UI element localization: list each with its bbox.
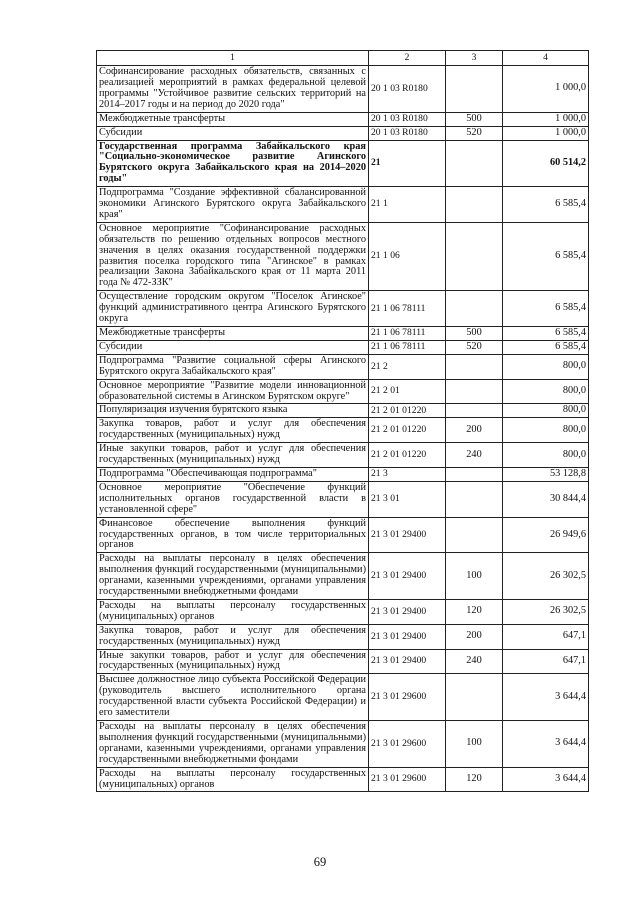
row-sum-cell: 6 585,4 (503, 340, 589, 354)
row-code-cell: 21 3 01 29400 (369, 649, 446, 674)
table-row (97, 767, 589, 792)
row-sum-cell: 800,0 (503, 354, 589, 379)
table-row (97, 404, 589, 418)
row-sum-cell: 26 302,5 (503, 599, 589, 624)
row-code-cell: 21 1 (369, 187, 446, 223)
table-row (97, 187, 589, 223)
row-sum-cell: 647,1 (503, 649, 589, 674)
row-type-cell: 120 (446, 767, 503, 792)
row-type-cell: 240 (446, 649, 503, 674)
row-name-cell: Расходы на выплаты персоналу государственных (муниципальных) органов (97, 767, 369, 792)
row-code-cell: 21 3 (369, 467, 446, 481)
row-name-cell: Основное мероприятие "Обеспечение функций исполнительных органов государственной власти в установленной сфере" (97, 481, 369, 517)
row-type-cell (446, 187, 503, 223)
header-cell-code: 2 (369, 51, 446, 66)
page-number: 69 (313, 855, 327, 869)
row-type-cell: 520 (446, 340, 503, 354)
row-name-cell: Финансовое обеспечение выполнения функций государственных органов, в том числе территориальных органов (97, 517, 369, 553)
table-row (97, 553, 589, 600)
row-code-cell: 21 3 01 29600 (369, 721, 446, 768)
row-type-cell: 120 (446, 599, 503, 624)
row-type-cell (446, 291, 503, 327)
row-code-cell: 20 1 03 R0180 (369, 126, 446, 140)
row-sum-cell: 800,0 (503, 443, 589, 468)
row-name-cell: Расходы на выплаты персоналу государственных (муниципальных) органов (97, 599, 369, 624)
row-code-cell: 21 (369, 140, 446, 187)
row-type-cell (446, 66, 503, 113)
row-type-cell (446, 481, 503, 517)
row-code-cell: 21 1 06 78111 (369, 327, 446, 341)
row-sum-cell: 6 585,4 (503, 291, 589, 327)
row-code-cell: 20 1 03 R0180 (369, 66, 446, 113)
table-row (97, 340, 589, 354)
table-row (97, 354, 589, 379)
row-code-cell: 21 1 06 (369, 222, 446, 290)
row-name-cell: Софинансирование расходных обязательств, связанных с реализацией мероприятий в рамках федеральной целевой программы "Устойчивое развитие сельских территорий на 2014–2017 годы и на период до 2020 года" (97, 66, 369, 113)
row-type-cell (446, 354, 503, 379)
row-name-cell: Иные закупки товаров, работ и услуг для обеспечения государственных (муниципальных) нужд (97, 649, 369, 674)
table-row (97, 140, 589, 187)
table-row (97, 66, 589, 113)
row-code-cell: 21 3 01 29400 (369, 517, 446, 553)
row-name-cell: Подпрограмма "Развитие социальной сферы Агинского Бурятского округа Забайкальского края" (97, 354, 369, 379)
row-name-cell: Высшее должностное лицо субъекта Российской Федерации (руководитель высшего исполнительного органа государственной власти субъекта Российской Федерации) и его заместители (97, 674, 369, 721)
row-type-cell (446, 222, 503, 290)
row-code-cell: 21 1 06 78111 (369, 291, 446, 327)
row-name-cell: Субсидии (97, 126, 369, 140)
row-code-cell: 21 3 01 (369, 481, 446, 517)
row-sum-cell: 3 644,4 (503, 767, 589, 792)
table-row (97, 418, 589, 443)
row-name-cell: Популяризация изучения бурятского языка (97, 404, 369, 418)
row-code-cell: 21 2 01 01220 (369, 443, 446, 468)
row-type-cell: 200 (446, 418, 503, 443)
row-name-cell: Иные закупки товаров, работ и услуг для обеспечения государственных (муниципальных) нужд (97, 443, 369, 468)
table-row (97, 599, 589, 624)
row-name-cell: Подпрограмма "Обеспечивающая подпрограмма" (97, 467, 369, 481)
row-name-cell: Закупка товаров, работ и услуг для обеспечения государственных (муниципальных) нужд (97, 418, 369, 443)
row-sum-cell: 800,0 (503, 404, 589, 418)
row-code-cell: 21 2 (369, 354, 446, 379)
table-row (97, 674, 589, 721)
table-row (97, 721, 589, 768)
row-name-cell: Межбюджетные трансферты (97, 327, 369, 341)
row-type-cell (446, 379, 503, 404)
row-sum-cell: 60 514,2 (503, 140, 589, 187)
row-sum-cell: 1 000,0 (503, 66, 589, 113)
row-name-cell: Государственная программа Забайкальского края "Социально-экономическое развитие Агинского Бурятского округа Забайкальского края на 2014–2020 годы" (97, 140, 369, 187)
row-sum-cell: 6 585,4 (503, 222, 589, 290)
row-type-cell: 500 (446, 327, 503, 341)
table-body (97, 51, 589, 792)
row-sum-cell: 30 844,4 (503, 481, 589, 517)
table-row (97, 624, 589, 649)
row-sum-cell: 3 644,4 (503, 674, 589, 721)
row-type-cell: 200 (446, 624, 503, 649)
row-name-cell: Основное мероприятие "Развитие модели инновационной образовательной системы в Агинском Бурятском округе" (97, 379, 369, 404)
row-name-cell: Субсидии (97, 340, 369, 354)
table-row (97, 443, 589, 468)
table-row (97, 467, 589, 481)
row-type-cell (446, 140, 503, 187)
table-row (97, 481, 589, 517)
row-name-cell: Межбюджетные трансферты (97, 112, 369, 126)
table-row (97, 222, 589, 290)
row-code-cell: 21 3 01 29600 (369, 674, 446, 721)
table-row (97, 327, 589, 341)
header-row (97, 51, 589, 66)
row-code-cell: 21 3 01 29400 (369, 624, 446, 649)
table-row (97, 379, 589, 404)
row-code-cell: 21 3 01 29400 (369, 553, 446, 600)
row-sum-cell: 800,0 (503, 418, 589, 443)
table-row (97, 649, 589, 674)
row-sum-cell: 26 949,6 (503, 517, 589, 553)
row-type-cell: 520 (446, 126, 503, 140)
table-row (97, 112, 589, 126)
row-code-cell: 21 3 01 29600 (369, 767, 446, 792)
row-name-cell: Расходы на выплаты персоналу в целях обеспечения выполнения функций государственными (муниципальными) органами, казенными учреждениями, органами управления государственными внебюджетными фондами (97, 553, 369, 600)
row-type-cell (446, 517, 503, 553)
row-code-cell: 20 1 03 R0180 (369, 112, 446, 126)
row-sum-cell: 6 585,4 (503, 327, 589, 341)
row-name-cell: Расходы на выплаты персоналу в целях обеспечения выполнения функций государственными (муниципальными) органами, казенными учреждениями, органами управления государственными внебюджетными фондами (97, 721, 369, 768)
row-sum-cell: 3 644,4 (503, 721, 589, 768)
table-row (97, 291, 589, 327)
row-sum-cell: 800,0 (503, 379, 589, 404)
row-code-cell: 21 2 01 01220 (369, 404, 446, 418)
row-code-cell: 21 2 01 01220 (369, 418, 446, 443)
row-name-cell: Осуществление городским округом "Поселок Агинское" функций административного центра Агинского Бурятского округа (97, 291, 369, 327)
row-sum-cell: 6 585,4 (503, 187, 589, 223)
row-sum-cell: 647,1 (503, 624, 589, 649)
row-type-cell: 500 (446, 112, 503, 126)
row-type-cell: 100 (446, 553, 503, 600)
row-type-cell (446, 404, 503, 418)
row-name-cell: Основное мероприятие "Софинансирование расходных обязательств по решению отдельных вопросов местного значения в целях оказания государственной поддержки развития поселка городского типа "Агинское" в рамках реализации Закона Забайкальского края от 11 марта 2011 года № 472-ЗЗК" (97, 222, 369, 290)
row-code-cell: 21 1 06 78111 (369, 340, 446, 354)
row-sum-cell: 26 302,5 (503, 553, 589, 600)
row-name-cell: Подпрограмма "Создание эффективной сбалансированной экономики Агинского Бурятского округа Забайкальского края" (97, 187, 369, 223)
row-sum-cell: 1 000,0 (503, 126, 589, 140)
table-row (97, 126, 589, 140)
row-code-cell: 21 2 01 (369, 379, 446, 404)
row-code-cell: 21 3 01 29400 (369, 599, 446, 624)
header-cell-sum: 4 (503, 51, 589, 66)
row-sum-cell: 53 128,8 (503, 467, 589, 481)
row-name-cell: Закупка товаров, работ и услуг для обеспечения государственных (муниципальных) нужд (97, 624, 369, 649)
row-sum-cell: 1 000,0 (503, 112, 589, 126)
table-row (97, 517, 589, 553)
row-type-cell: 100 (446, 721, 503, 768)
row-type-cell (446, 674, 503, 721)
budget-table (96, 50, 589, 792)
row-type-cell: 240 (446, 443, 503, 468)
header-cell-type: 3 (446, 51, 503, 66)
row-type-cell (446, 467, 503, 481)
header-cell-name: 1 (97, 51, 369, 66)
